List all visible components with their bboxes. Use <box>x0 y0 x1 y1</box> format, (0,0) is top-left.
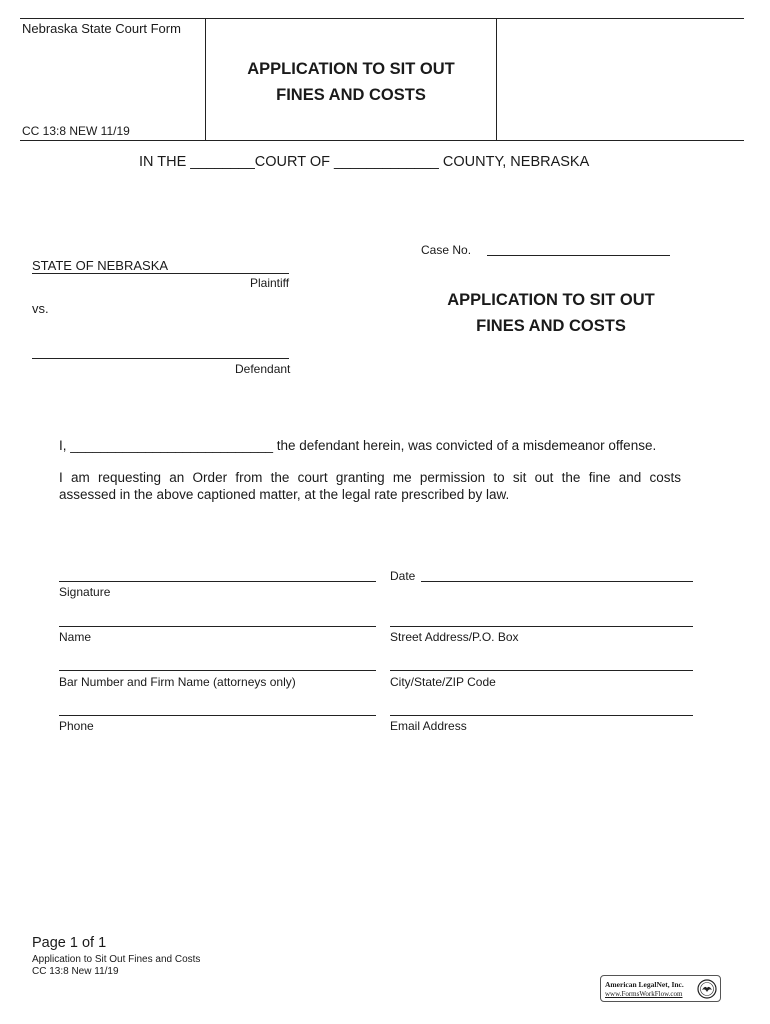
caption-title <box>420 287 682 339</box>
plaintiff-rule <box>32 273 289 274</box>
name-field[interactable] <box>59 626 376 627</box>
phone-field[interactable] <box>59 715 376 716</box>
page-number: Page 1 of 1 <box>32 935 107 951</box>
caption-title-line1: APPLICATION TO SIT OUT <box>447 291 655 309</box>
email-label: Email Address <box>390 719 467 733</box>
header-title-line2: FINES AND COSTS <box>276 86 426 104</box>
footer-doc-code: CC 13:8 New 11/19 <box>32 966 119 977</box>
footer-doc-title: Application to Sit Out Fines and Costs <box>32 954 201 965</box>
case-no-field[interactable] <box>487 255 670 256</box>
name-label: Name <box>59 630 92 644</box>
plaintiff-label: Plaintiff <box>250 276 290 290</box>
defendant-label: Defendant <box>235 362 291 376</box>
signature-label: Signature <box>59 585 111 599</box>
street-label: Street Address/P.O. Box <box>390 630 519 644</box>
city-field[interactable] <box>390 670 693 671</box>
header-title-line1: APPLICATION TO SIT OUT <box>247 60 455 78</box>
signature-field[interactable] <box>59 581 376 582</box>
conviction-statement: I, ___________________________ the defendant herein, was convicted of a misdemeanor offense. <box>59 438 657 453</box>
plaintiff-name: STATE OF NEBRASKA <box>32 258 169 273</box>
phone-label: Phone <box>59 719 94 733</box>
request-paragraph <box>59 469 681 503</box>
form-code: CC 13:8 NEW 11/19 <box>22 124 130 138</box>
eagle-seal-icon <box>697 979 717 999</box>
bar-label: Bar Number and Firm Name (attorneys only) <box>59 675 296 689</box>
header-title <box>206 56 496 108</box>
header-top-rule <box>20 18 744 19</box>
header-divider-right <box>496 18 497 140</box>
request-line1: I am requesting an Order from the court granting me permission to sit out the fine and costs <box>59 470 681 485</box>
defendant-field[interactable] <box>32 358 289 359</box>
email-field[interactable] <box>390 715 693 716</box>
court-line: IN THE ________COURT OF _____________ COUNTY, NEBRASKA <box>139 154 590 170</box>
bar-field[interactable] <box>59 670 376 671</box>
date-label: Date <box>390 569 416 583</box>
publisher-url: www.FormsWorkFlow.com <box>605 990 683 998</box>
header-bottom-rule <box>20 140 744 141</box>
publisher-name: American LegalNet, Inc. <box>605 980 684 989</box>
publisher-badge <box>600 975 721 1002</box>
caption-title-line2: FINES AND COSTS <box>476 317 626 335</box>
versus-label: vs. <box>32 301 49 316</box>
form-source: Nebraska State Court Form <box>22 21 181 36</box>
date-field[interactable] <box>421 581 693 582</box>
city-label: City/State/ZIP Code <box>390 675 496 689</box>
street-field[interactable] <box>390 626 693 627</box>
case-no-label: Case No. <box>421 243 472 257</box>
request-line2: assessed in the above captioned matter, at the legal rate prescribed by law. <box>59 487 510 502</box>
